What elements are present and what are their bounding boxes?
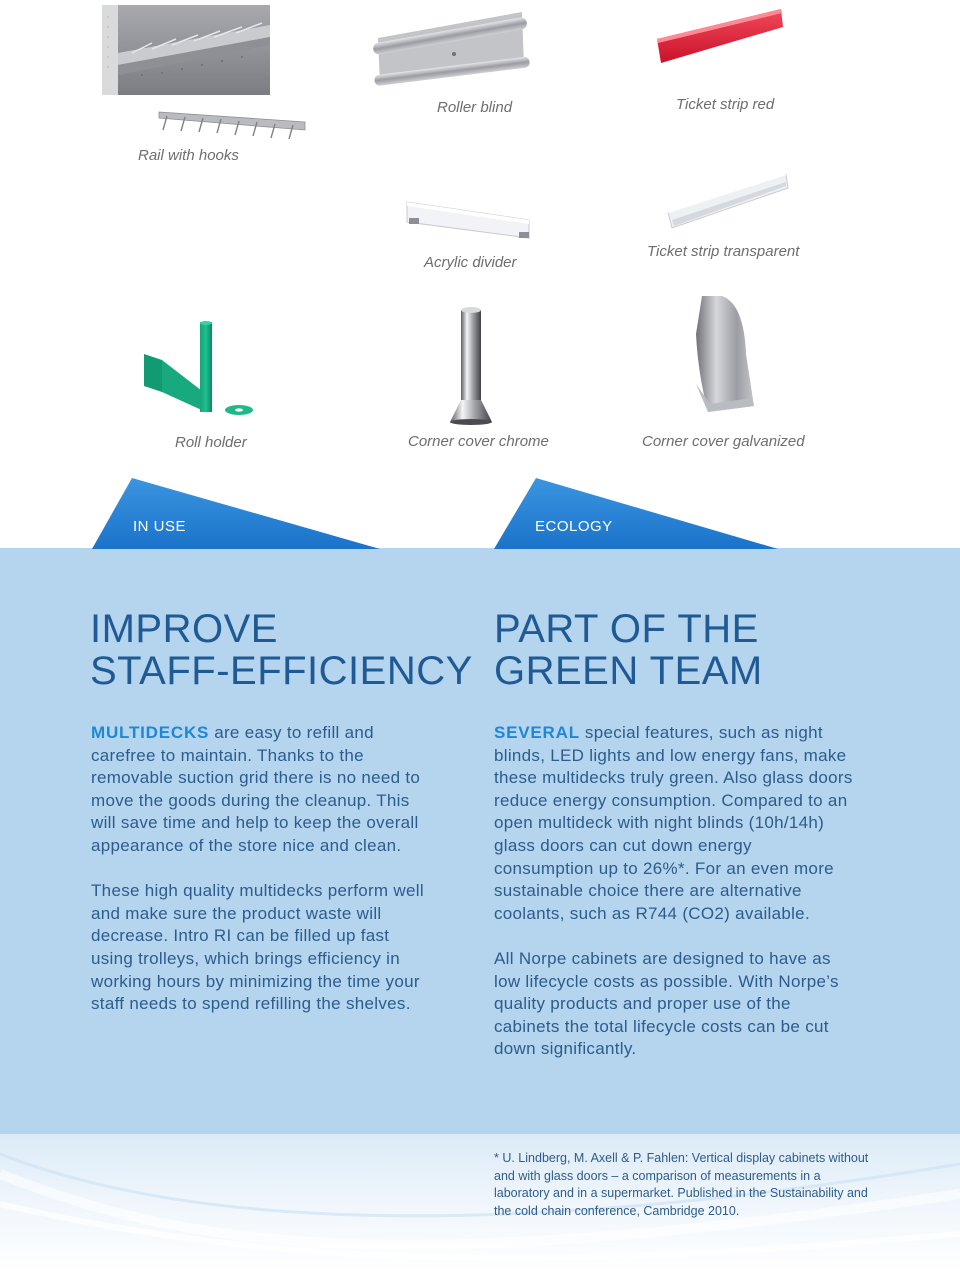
- ticket-strip-transparent-image: [664, 170, 790, 234]
- lead-word: MULTIDECKS: [91, 723, 210, 742]
- tab-in-use-shape: [0, 478, 960, 550]
- right-paragraph-2: All Norpe cabinets are designed to have as low lifecycle costs as possible. With Norpe’s quality products and proper use of the cabinets the total lifecycle costs can be cut down significantly.: [494, 948, 839, 1059]
- tab-ecology: ECOLOGY: [535, 518, 613, 535]
- corner-cover-galvanized-image: [688, 294, 756, 418]
- caption-corner-cover-chrome: Corner cover chrome: [408, 433, 549, 450]
- footnote: * U. Lindberg, M. Axell & P. Fahlen: Vertical display cabinets without and with glass doors – a comparison of measurements in a laboratory and in a supermarket. Published in the Sustainability and the cold chain conference, Cambridge 2010.: [494, 1151, 869, 1218]
- shelf-photo: [102, 5, 270, 95]
- right-body: [494, 722, 856, 1084]
- rail-with-hooks-image: [155, 108, 310, 144]
- caption-corner-cover-galvanized: Corner cover galvanized: [642, 433, 805, 450]
- ticket-strip-red-image: [655, 5, 785, 65]
- tab-in-use: IN USE: [133, 518, 187, 535]
- left-paragraph-2: These high quality multidecks perform well and make sure the product waste will decrease. Intro RI can be filled up fast using trolleys, which brings efficiency in working hours by minimizing the time your staff needs to spend refilling the shelves.: [91, 881, 424, 1014]
- left-body: [91, 722, 436, 1038]
- caption-ticket-strip-transparent: Ticket strip transparent: [647, 243, 800, 260]
- heading-line: STAFF-EFFICIENCY: [90, 649, 473, 693]
- corner-cover-chrome-image: [446, 306, 496, 426]
- caption-rail-with-hooks: Rail with hooks: [138, 147, 239, 164]
- heading-line: IMPROVE: [90, 607, 278, 651]
- roll-holder-image: [142, 320, 262, 420]
- heading-improve-staff-efficiency: [90, 608, 473, 692]
- right-paragraph-1: [494, 722, 856, 925]
- left-paragraph-1: [91, 722, 436, 858]
- heading-part-of-the-green-team: [494, 608, 763, 692]
- caption-roller-blind: Roller blind: [437, 99, 513, 116]
- caption-roll-holder: Roll holder: [175, 434, 247, 451]
- caption-ticket-strip-red: Ticket strip red: [676, 96, 775, 113]
- caption-acrylic-divider: Acrylic divider: [424, 254, 517, 271]
- roller-blind-image: [372, 8, 530, 86]
- paragraph-text: are easy to refill and carefree to maintain. Thanks to the removable suction grid there is no need to move the goods during the cleanup. This will save time and help to keep the overall appearance of the store nice and clean.: [91, 723, 421, 855]
- acrylic-divider-image: [405, 198, 533, 242]
- lead-word: SEVERAL: [494, 723, 580, 742]
- heading-line: GREEN TEAM: [494, 649, 763, 693]
- paragraph-text: special features, such as night blinds, LED lights and low energy fans, make these multidecks truly green. Also glass doors reduce energy consumption. Compared to an open multideck with night blinds (10h/14h) glass doors can cut down energy consumption up to 26%*. For an even more sustainable choice there are alternative coolants, such as R744 (CO2) available.: [494, 723, 853, 923]
- heading-line: PART OF THE: [494, 607, 759, 651]
